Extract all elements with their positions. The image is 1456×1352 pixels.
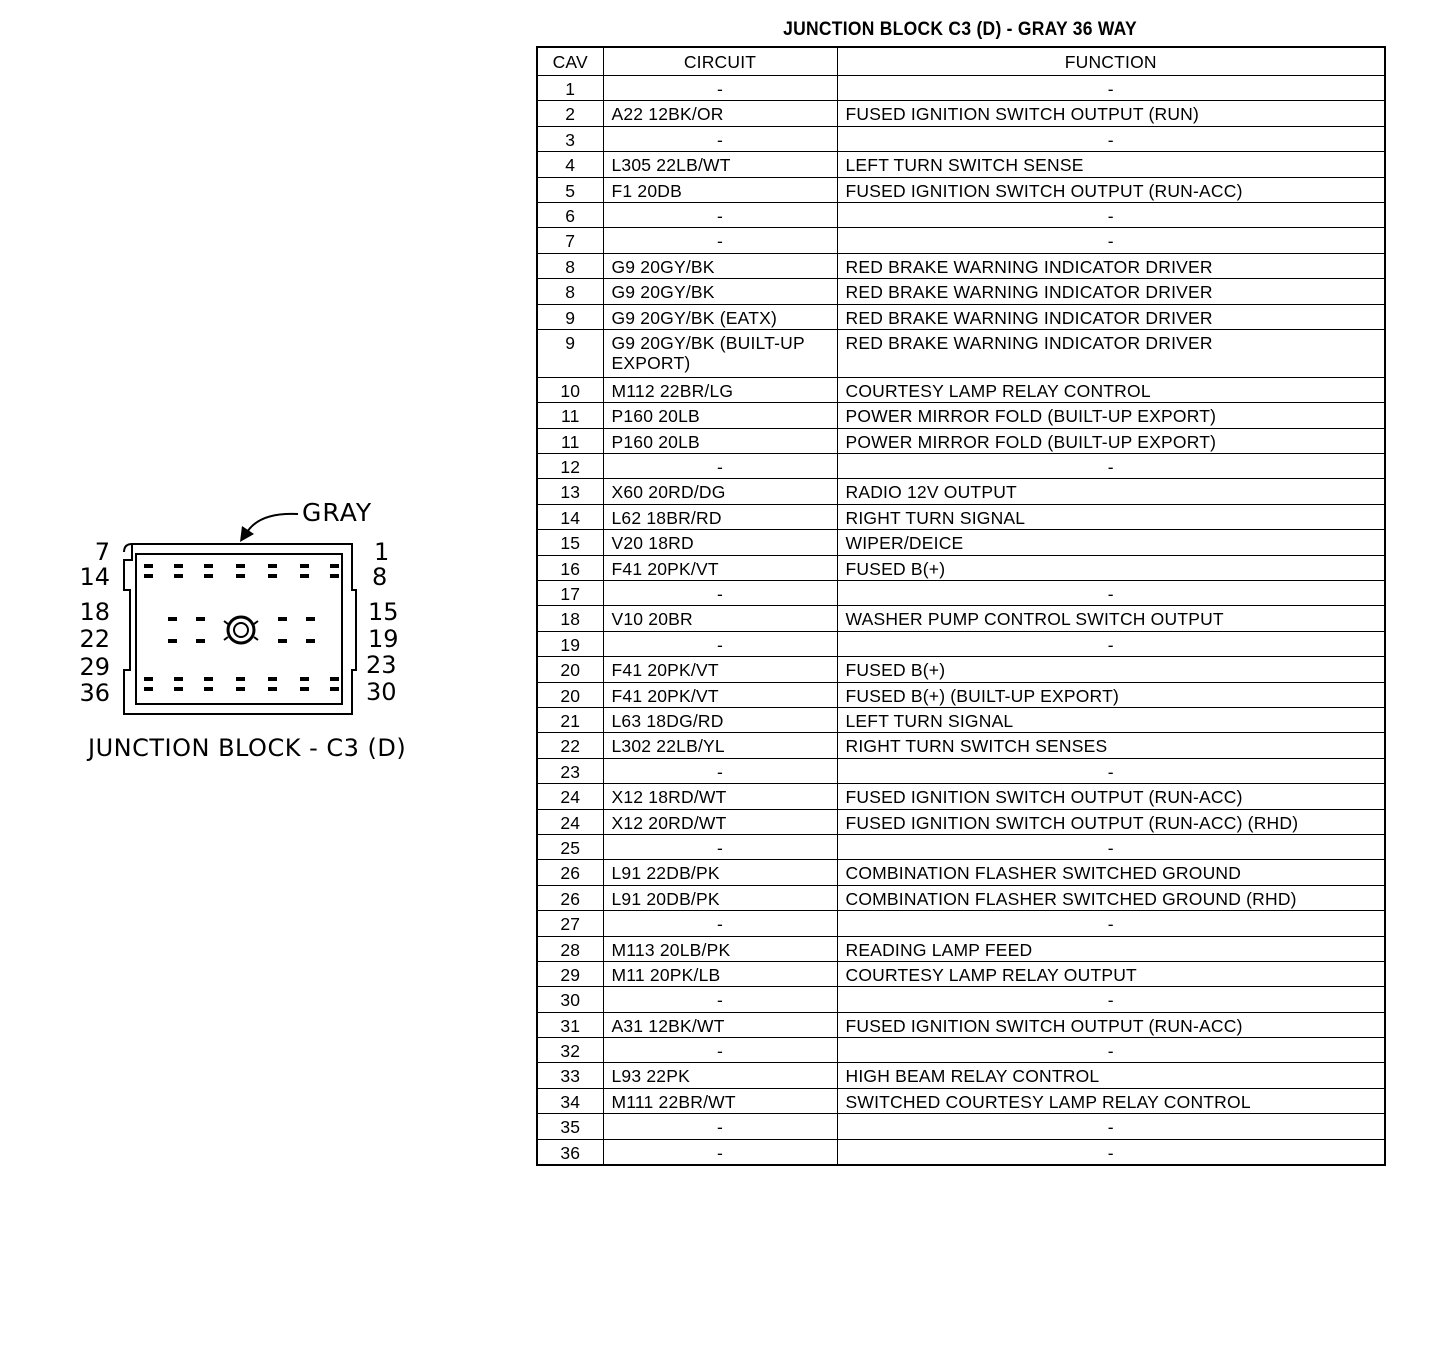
header-cav: CAV [537,47,603,76]
cav-cell: 9 [537,304,603,329]
function-cell: POWER MIRROR FOLD (BUILT-UP EXPORT) [837,403,1385,428]
table-row [537,809,1385,834]
cav-cell: 7 [537,228,603,253]
table-row [537,1063,1385,1088]
table-row [537,733,1385,758]
table-row [537,860,1385,885]
function-cell: FUSED B(+) [837,555,1385,580]
table-row [537,403,1385,428]
function-cell: FUSED IGNITION SWITCH OUTPUT (RUN) [837,101,1385,126]
function-cell: - [837,454,1385,479]
circuit-cell: V10 20BR [603,606,837,631]
cav-cell: 9 [537,329,603,377]
function-cell: FUSED B(+) [837,657,1385,682]
table-row [537,682,1385,707]
cav-cell: 1 [537,76,603,101]
function-cell: RED BRAKE WARNING INDICATOR DRIVER [837,279,1385,304]
cav-cell: 22 [537,733,603,758]
cav-cell: 18 [537,606,603,631]
table-title: JUNCTION BLOCK C3 (D) - GRAY 36 WAY [783,19,1137,40]
header-circuit: CIRCUIT [603,47,837,76]
pin-label-22: 22 [79,625,110,653]
table-row [537,126,1385,151]
pin-label-1: 1 [374,538,390,566]
function-cell: - [837,228,1385,253]
table-row [537,581,1385,606]
table-row [537,202,1385,227]
function-cell: - [837,202,1385,227]
table-row [537,1139,1385,1164]
circuit-cell: M11 20PK/LB [603,961,837,986]
table-row [537,961,1385,986]
function-cell: WASHER PUMP CONTROL SWITCH OUTPUT [837,606,1385,631]
pin-label-23: 23 [366,651,397,679]
cav-cell: 35 [537,1114,603,1139]
cav-cell: 20 [537,657,603,682]
circuit-cell: M112 22BR/LG [603,377,837,402]
cav-cell: 24 [537,809,603,834]
cav-cell: 27 [537,911,603,936]
table-row [537,228,1385,253]
table-row [537,631,1385,656]
cav-cell: 30 [537,987,603,1012]
table-row [537,707,1385,732]
function-cell: FUSED IGNITION SWITCH OUTPUT (RUN-ACC) [837,784,1385,809]
function-cell: - [837,1038,1385,1063]
header-function: FUNCTION [837,47,1385,76]
pin-label-30: 30 [366,678,397,706]
circuit-cell: - [603,911,837,936]
function-cell: COURTESY LAMP RELAY OUTPUT [837,961,1385,986]
circuit-cell: L302 22LB/YL [603,733,837,758]
bottom-cavity-rows [144,677,339,691]
function-cell: READING LAMP FEED [837,936,1385,961]
function-cell: - [837,76,1385,101]
cav-cell: 28 [537,936,603,961]
circuit-cell: - [603,1114,837,1139]
cav-cell: 16 [537,555,603,580]
cav-cell: 31 [537,1012,603,1037]
circuit-cell: G9 20GY/BK [603,279,837,304]
function-cell: - [837,126,1385,151]
circuit-cell: F41 20PK/VT [603,555,837,580]
function-cell: - [837,581,1385,606]
table-row [537,606,1385,631]
function-cell: - [837,631,1385,656]
table-row [537,304,1385,329]
function-cell: - [837,758,1385,783]
function-cell: COMBINATION FLASHER SWITCHED GROUND [837,860,1385,885]
cav-cell: 36 [537,1139,603,1164]
table-row [537,834,1385,859]
table-row [537,936,1385,961]
circuit-cell: L93 22PK [603,1063,837,1088]
cav-cell: 2 [537,101,603,126]
function-cell: RADIO 12V OUTPUT [837,479,1385,504]
connector-color-label: GRAY [302,498,373,527]
pinout-table [536,46,1386,1166]
function-cell: FUSED IGNITION SWITCH OUTPUT (RUN-ACC) (RHD) [837,809,1385,834]
circuit-cell: - [603,631,837,656]
circuit-cell: V20 18RD [603,530,837,555]
table-row [537,504,1385,529]
pin-label-14: 14 [79,563,110,591]
circuit-cell: X12 20RD/WT [603,809,837,834]
circuit-cell: - [603,1038,837,1063]
function-cell: FUSED IGNITION SWITCH OUTPUT (RUN-ACC) [837,177,1385,202]
table-row [537,1012,1385,1037]
table-row [537,152,1385,177]
connector-caption: JUNCTION BLOCK - C3 (D) [88,734,407,762]
connector-diagram [80,490,460,770]
cav-cell: 24 [537,784,603,809]
table-row [537,555,1385,580]
function-cell: RIGHT TURN SWITCH SENSES [837,733,1385,758]
middle-cavity-rows [168,617,315,643]
connector-outline [80,490,460,720]
function-cell: - [837,834,1385,859]
circuit-cell: - [603,126,837,151]
table-row [537,1038,1385,1063]
function-cell: RIGHT TURN SIGNAL [837,504,1385,529]
circuit-cell: G9 20GY/BK [603,253,837,278]
cav-cell: 29 [537,961,603,986]
function-cell: - [837,1114,1385,1139]
function-cell: RED BRAKE WARNING INDICATOR DRIVER [837,304,1385,329]
table-row [537,758,1385,783]
circuit-cell: L91 20DB/PK [603,885,837,910]
cav-cell: 4 [537,152,603,177]
pin-label-19: 19 [368,625,399,653]
circuit-cell: F41 20PK/VT [603,657,837,682]
circuit-cell: G9 20GY/BK (EATX) [603,304,837,329]
table-row [537,657,1385,682]
table-row [537,987,1385,1012]
table-row [537,784,1385,809]
function-cell: WIPER/DEICE [837,530,1385,555]
table-row [537,530,1385,555]
circuit-cell: L62 18BR/RD [603,504,837,529]
table-row [537,177,1385,202]
pin-label-7: 7 [94,538,110,566]
table-row [537,279,1385,304]
function-cell: - [837,987,1385,1012]
function-cell: LEFT TURN SWITCH SENSE [837,152,1385,177]
function-cell: SWITCHED COURTESY LAMP RELAY CONTROL [837,1088,1385,1113]
circuit-cell: G9 20GY/BK (BUILT-UP EXPORT) [603,329,837,377]
cav-cell: 33 [537,1063,603,1088]
circuit-cell: - [603,1139,837,1164]
circuit-cell: A22 12BK/OR [603,101,837,126]
circuit-cell: P160 20LB [603,403,837,428]
cav-cell: 5 [537,177,603,202]
function-cell: COMBINATION FLASHER SWITCHED GROUND (RHD) [837,885,1385,910]
function-cell: RED BRAKE WARNING INDICATOR DRIVER [837,329,1385,377]
cav-cell: 12 [537,454,603,479]
table-row [537,479,1385,504]
pin-label-8: 8 [372,563,388,591]
circuit-cell: - [603,76,837,101]
cav-cell: 20 [537,682,603,707]
cav-cell: 32 [537,1038,603,1063]
top-cavity-rows [144,564,339,578]
gray-leader-line [246,514,298,534]
cav-cell: 6 [537,202,603,227]
table-header-row [537,47,1385,76]
table-row [537,377,1385,402]
circuit-cell: F41 20PK/VT [603,682,837,707]
function-cell: LEFT TURN SIGNAL [837,707,1385,732]
cav-cell: 21 [537,707,603,732]
circuit-cell: - [603,581,837,606]
cav-cell: 8 [537,253,603,278]
center-bolt-icon [224,617,258,643]
table-row [537,101,1385,126]
function-cell: - [837,911,1385,936]
cav-cell: 11 [537,403,603,428]
cav-cell: 23 [537,758,603,783]
function-cell: FUSED IGNITION SWITCH OUTPUT (RUN-ACC) [837,1012,1385,1037]
function-cell: FUSED B(+) (BUILT-UP EXPORT) [837,682,1385,707]
circuit-cell: F1 20DB [603,177,837,202]
pin-label-15: 15 [368,598,399,626]
circuit-cell: X12 18RD/WT [603,784,837,809]
function-cell: HIGH BEAM RELAY CONTROL [837,1063,1385,1088]
cav-cell: 26 [537,885,603,910]
circuit-cell: - [603,228,837,253]
cav-cell: 26 [537,860,603,885]
function-cell: COURTESY LAMP RELAY CONTROL [837,377,1385,402]
cav-cell: 25 [537,834,603,859]
circuit-cell: L63 18DG/RD [603,707,837,732]
table-row [537,253,1385,278]
cav-cell: 3 [537,126,603,151]
circuit-cell: P160 20LB [603,428,837,453]
cav-cell: 17 [537,581,603,606]
function-cell: RED BRAKE WARNING INDICATOR DRIVER [837,253,1385,278]
cav-cell: 15 [537,530,603,555]
table-row [537,329,1385,377]
table-row [537,1088,1385,1113]
pin-label-29: 29 [79,653,110,681]
circuit-cell: - [603,834,837,859]
gray-leader-arrowhead [240,526,254,542]
circuit-cell: L91 22DB/PK [603,860,837,885]
cav-cell: 8 [537,279,603,304]
circuit-cell: - [603,758,837,783]
circuit-cell: A31 12BK/WT [603,1012,837,1037]
cav-cell: 10 [537,377,603,402]
function-cell: POWER MIRROR FOLD (BUILT-UP EXPORT) [837,428,1385,453]
table-row [537,885,1385,910]
function-cell: - [837,1139,1385,1164]
circuit-cell: - [603,987,837,1012]
cav-cell: 34 [537,1088,603,1113]
cav-cell: 14 [537,504,603,529]
table-row [537,454,1385,479]
circuit-cell: - [603,454,837,479]
pin-label-36: 36 [79,679,110,707]
circuit-cell: M111 22BR/WT [603,1088,837,1113]
circuit-cell: X60 20RD/DG [603,479,837,504]
circuit-cell: M113 20LB/PK [603,936,837,961]
cav-cell: 19 [537,631,603,656]
table-row [537,1114,1385,1139]
circuit-cell: - [603,202,837,227]
table-row [537,911,1385,936]
pin-label-18: 18 [79,598,110,626]
cav-cell: 11 [537,428,603,453]
table-row [537,428,1385,453]
cav-cell: 13 [537,479,603,504]
table-row [537,76,1385,101]
table-body [537,76,1385,1165]
circuit-cell: L305 22LB/WT [603,152,837,177]
